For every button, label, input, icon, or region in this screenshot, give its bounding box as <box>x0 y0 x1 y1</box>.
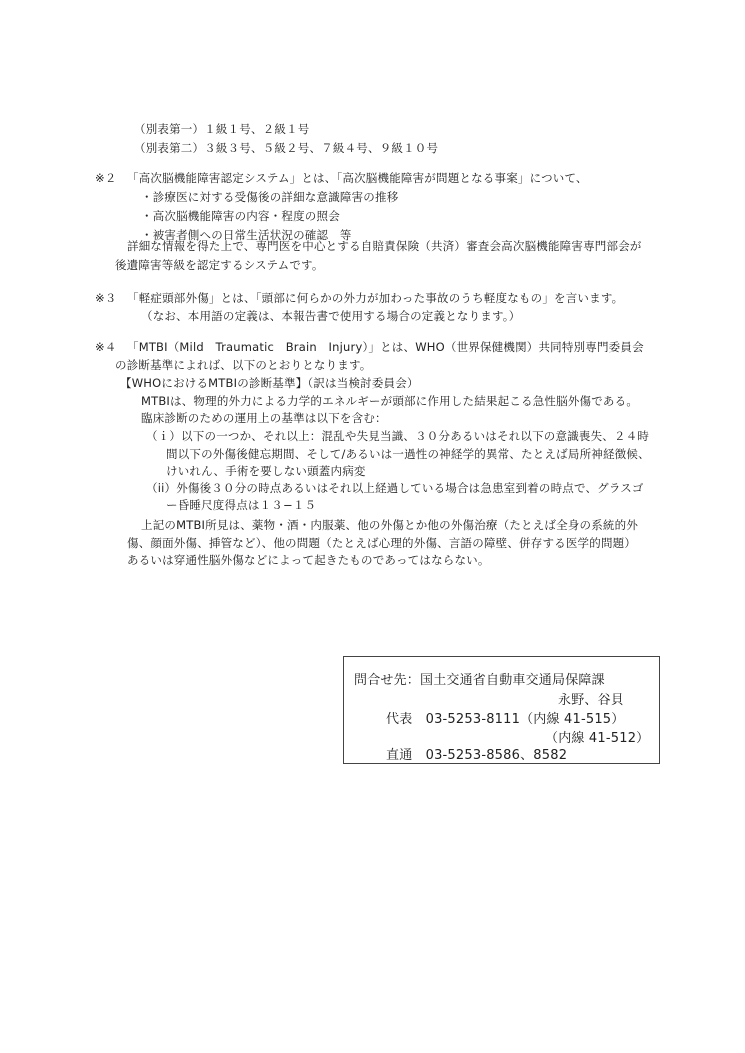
exclusion-line-3: あるいは穿通性脳外傷などによって起きたものであってはならない。 <box>127 553 490 567</box>
note-4-line-1: 「MTBI（Mild Traumatic Brain Injury）」とは、WHO（世界保健機関）共同特別専門委員会 <box>127 340 644 354</box>
note-2-line-2: 詳細な情報を得た上で、専門医を中心とする自賠責保険（共済）審査会高次脳機能障害専門部会が <box>127 239 642 253</box>
note-3-line-1: 「軽症頭部外傷」とは、「頭部に何らかの外力が加わった事故のうち軽度なもの」を言います。 <box>127 291 624 305</box>
note-2-bullet-3: ・被害者側への日常生活状況の確認 等 <box>141 228 352 242</box>
note-3-line-2: （なお、本用語の定義は、本報告書で使用する場合の定義となります。） <box>141 309 521 323</box>
contact-direct-phone: 直通 03-5253-8586、8582 <box>386 748 568 763</box>
criterion-i-line-3: けいれん、手術を要しない頭蓋内病変 <box>166 464 366 478</box>
contact-box <box>343 656 660 764</box>
criterion-i-line-1: （ｉ）以下の一つか、それ以上：混乱や失見当識、３０分あるいはそれ以下の意識喪失、２４時 <box>146 429 650 443</box>
contact-main-phone: 代表 03-5253-8111（内線 41-515） <box>386 712 625 727</box>
note-2-bullet-1: ・診療医に対する受傷後の詳細な意識障害の推移 <box>141 190 399 204</box>
appendix-line-1: （別表第一）１級１号、２級１号 <box>134 122 310 136</box>
exclusion-line-1: 上記のMTBI所見は、薬物・酒・内服薬、他の外傷とか他の外傷治療（たとえば全身の系統的外 <box>141 518 639 532</box>
criterion-ii-line-1: （ii）外傷後３０分の時点あるいはそれ以上経過している場合は急患室到着の時点で、グラスゴ <box>146 481 644 495</box>
criterion-i-line-2: 間以下の外傷後健忘期間、そして/あるいは一過性の神経学的異常、たとえば局所神経徴候、 <box>166 447 650 461</box>
who-criteria-heading: 【WHOにおけるMTBIの診断基準】（訳は当検討委員会） <box>120 376 419 390</box>
contact-extension: （内線 41-512） <box>545 731 650 746</box>
note-2-bullet-2: ・高次脳機能障害の内容・程度の照会 <box>141 209 340 223</box>
exclusion-line-2: 傷、顔面外傷、挿管など）、他の問題（たとえば心理的外傷、言語の障壁、併存する医学的問題） <box>127 536 637 550</box>
contact-names: 永野、谷貝 <box>558 693 625 708</box>
note-4-mark: ※４ <box>95 340 117 354</box>
clinical-criteria-intro: 臨床診断のための運用上の基準は以下を含む： <box>141 411 387 425</box>
mtbi-definition: MTBIは、物理的外力による力学的エネルギーが頭部に作用した結果起こる急性脳外傷である。 <box>141 394 639 408</box>
note-2-mark: ※２ <box>95 171 117 185</box>
note-2-line-3: 後遺障害等級を認定するシステムです。 <box>115 258 324 272</box>
note-3-mark: ※３ <box>95 291 117 305</box>
note-4-line-2: の診断基準によれば、以下のとおりとなります。 <box>115 358 372 372</box>
criterion-ii-line-2: ー昏睡尺度得点は１３−１５ <box>166 498 317 512</box>
contact-department: 問合せ先：国土交通省自動車交通局保障課 <box>354 673 605 688</box>
appendix-line-2: （別表第二）３級３号、５級２号、７級４号、９級１０号 <box>134 141 439 155</box>
note-2-line-1: 「高次脳機能障害認定システム」とは、「高次脳機能障害が問題となる事案」について、 <box>127 171 588 185</box>
